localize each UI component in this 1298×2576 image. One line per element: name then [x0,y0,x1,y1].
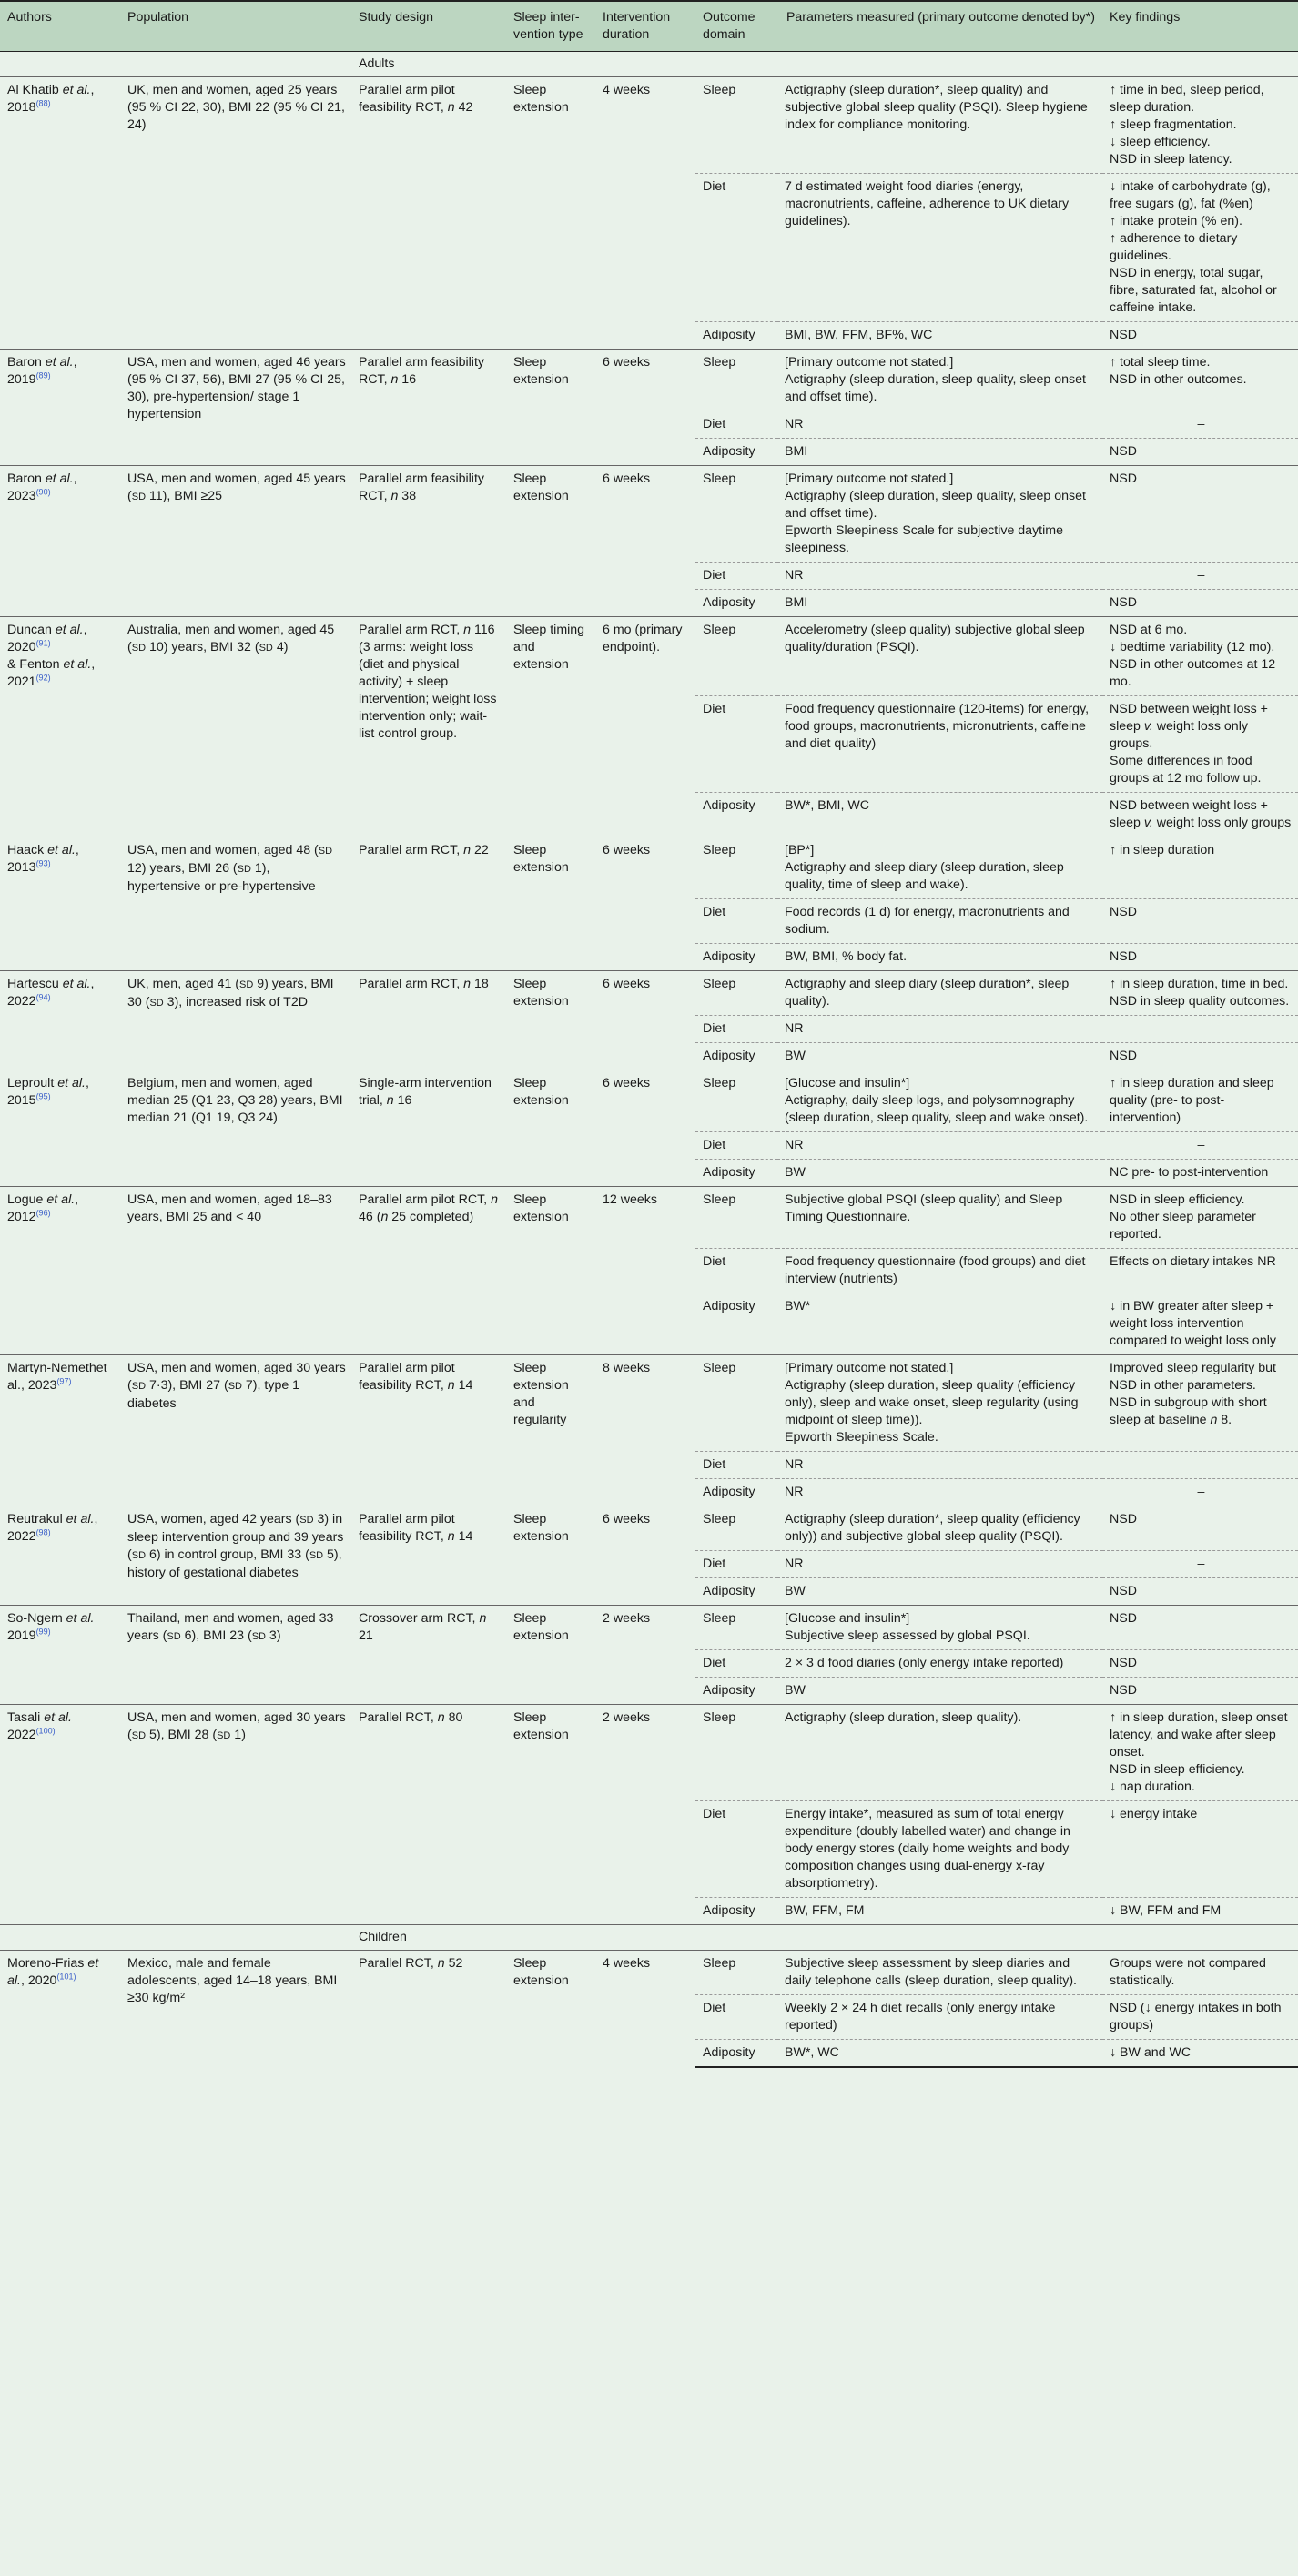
table-row [0,350,1298,411]
key-findings: NSD (↓ energy intakes in both groups) [1102,1995,1298,2040]
intervention-type: Sleep extension [506,971,595,1070]
table-row [0,837,1298,899]
parameters-measured: Actigraphy (sleep duration*, sleep quality (efficiency only)) and subjective global sleep quality (PSQI). [777,1506,1102,1551]
intervention-duration: 6 weeks [595,971,695,1070]
parameters-measured: [Primary outcome not stated.] Actigraphy (sleep duration, sleep quality, sleep onset and offset time). Epworth Sleepiness Scale for subjective daytime sleepiness. [777,466,1102,563]
reference-number: (101) [56,1972,76,1982]
outcome-domain: Adiposity [695,1479,777,1506]
header-outcome-domain: Outcome domain [695,1,777,52]
table-row [0,1070,1298,1132]
intervention-duration: 6 weeks [595,1506,695,1606]
study-authors [0,1070,120,1187]
key-findings: ↑ time in bed, sleep period, sleep duration. ↑ sleep fragmentation. ↓ sleep efficiency. NSD in sleep latency. [1110,83,1264,167]
intervention-duration: 8 weeks [595,1355,695,1506]
outcome-domain: Adiposity [695,1043,777,1070]
key-findings: NSD [1102,322,1298,350]
study-authors [0,617,120,837]
key-findings: NSD [1102,1678,1298,1705]
study-authors [0,1506,120,1606]
parameters-measured: [BP*] Actigraphy and sleep diary (sleep duration, sleep quality, time of sleep and wake). [777,837,1102,899]
study-population: UK, men, aged 41 (SD 9) years, BMI 30 (SD 3), increased risk of T2D [120,971,351,1070]
intervention-type: Sleep timing and extension [506,617,595,837]
reference-number: (88) [35,98,51,108]
parameters-measured: Accelerometry (sleep quality) subjective global sleep quality/duration (PSQI). [777,617,1102,696]
key-findings: – [1102,1551,1298,1578]
study-population: Mexico, male and female adolescents, aged 14–18 years, BMI ≥30 kg/m² [120,1951,351,2068]
parameters-measured: [Primary outcome not stated.] Actigraphy (sleep duration, sleep quality (efficiency only), sleep and wake onset, sleep regularity (using midpoint of sleep time)). Epworth Sleepiness Scale. [777,1355,1102,1452]
table-body [0,52,1298,2068]
authors-text-2: & Fenton et al., 2021 [7,657,96,689]
parameters-measured: Weekly 2 × 24 h diet recalls (only energy intake reported) [777,1995,1102,2040]
key-findings: ↑ total sleep time. NSD in other outcomes. [1102,350,1298,411]
key-findings: ↓ energy intake [1102,1801,1298,1898]
key-findings: Improved sleep regularity but NSD in other parameters. NSD in subgroup with short sleep at baseline n 8. [1102,1355,1298,1452]
authors-text: Martyn-Nemethet al., 2023 [7,1361,107,1393]
parameters-measured: BMI [777,590,1102,617]
outcome-domain: Diet [695,1452,777,1479]
key-findings: NSD between weight loss + sleep v. weight loss only groups. Some differences in food groups at 12 mo follow up. [1102,696,1298,793]
study-population: USA, men and women, aged 48 (SD 12) years, BMI 26 (SD 1), hypertensive or pre-hypertensive [120,837,351,971]
reference-number: (94) [35,992,51,1002]
parameters-measured: NR [777,411,1102,439]
table-header [0,1,1298,52]
outcome-domain: Adiposity [695,1678,777,1705]
table-row [0,1355,1298,1452]
outcome-domain: Sleep [695,1606,777,1650]
study-design: Parallel RCT, n 80 [351,1705,506,1925]
section-spacer [0,52,351,77]
header-key-findings: Key findings [1102,1,1298,52]
authors-text: Reutrakul et al., 2022 [7,1512,98,1544]
parameters-measured: BMI, BW, FFM, BF%, WC [777,322,1102,350]
study-population: USA, men and women, aged 45 years (SD 11), BMI ≥25 [120,466,351,617]
outcome-domain: Adiposity [695,590,777,617]
outcome-domain: Sleep [695,1506,777,1551]
outcome-domain: Sleep [695,1355,777,1452]
parameters-measured: BW [777,1678,1102,1705]
key-findings: Effects on dietary intakes NR [1102,1249,1298,1293]
key-findings: NSD in sleep efficiency. No other sleep parameter reported. [1102,1187,1298,1249]
parameters-measured: NR [777,1479,1102,1506]
outcome-domain: Sleep [695,617,777,696]
outcome-domain: Adiposity [695,793,777,837]
intervention-duration: 6 weeks [595,837,695,971]
study-population: Thailand, men and women, aged 33 years (SD 6), BMI 23 (SD 3) [120,1606,351,1705]
key-findings: NSD [1102,899,1298,944]
parameters-measured: NR [777,1132,1102,1160]
intervention-duration: 6 mo (primary endpoint). [595,617,695,837]
authors-text: Baron et al., 2019 [7,355,77,387]
parameters-measured: NR [777,1452,1102,1479]
parameters-measured: Subjective sleep assessment by sleep diaries and daily telephone calls (sleep duration, sleep quality). [777,1951,1102,1995]
parameters-measured: BW, BMI, % body fat. [777,944,1102,971]
intervention-duration: 4 weeks [595,1951,695,2068]
section-label: Adults [351,52,1298,77]
intervention-type: Sleep extension [506,837,595,971]
section-row [0,52,1298,77]
authors-text: Leproult et al., 2015 [7,1076,89,1108]
outcome-domain: Diet [695,1551,777,1578]
reference-number-2: (92) [35,673,51,683]
key-findings: NSD [1102,1650,1298,1678]
key-findings: NSD [1102,1578,1298,1606]
study-authors [0,837,120,971]
outcome-domain: Diet [695,563,777,590]
outcome-domain: Diet [695,899,777,944]
outcome-domain: Adiposity [695,322,777,350]
intervention-type: Sleep extension [506,1705,595,1925]
outcome-domain: Sleep [695,971,777,1016]
header-parameters-measured: Parameters measured (primary outcome denoted by*) [777,1,1102,52]
outcome-domain: Diet [695,411,777,439]
outcome-domain: Diet [695,1801,777,1898]
study-authors [0,1187,120,1355]
study-population: Australia, men and women, aged 45 (SD 10) years, BMI 32 (SD 4) [120,617,351,837]
header-intervention-duration: Intervention duration [595,1,695,52]
header-authors: Authors [0,1,120,52]
parameters-measured: Actigraphy (sleep duration*, sleep quality) and subjective global sleep quality (PSQI). Sleep hygiene index for compliance monitoring. [785,83,1088,132]
parameters-measured: Energy intake*, measured as sum of total energy expenditure (doubly labelled water) and change in body energy stores (daily home weights and body composition changes using dual-energy x-ray absorptiometry). [777,1801,1102,1898]
table-row [0,77,1298,174]
key-findings: NSD [1102,466,1298,563]
study-authors [0,1705,120,1925]
study-design: Crossover arm RCT, n 21 [351,1606,506,1705]
parameters-measured: 7 d estimated weight food diaries (energy, macronutrients, caffeine, adherence to UK dietary guidelines). [777,174,1102,322]
parameters-measured: BW [777,1578,1102,1606]
study-design: Single-arm intervention trial, n 16 [351,1070,506,1187]
outcome-domain: Adiposity [695,2040,777,2068]
study-population: USA, men and women, aged 30 years (SD 5), BMI 28 (SD 1) [120,1705,351,1925]
study-authors [0,77,120,350]
reference-number: (98) [35,1527,51,1537]
study-authors [0,971,120,1070]
study-population: USA, men and women, aged 30 years (SD 7·3), BMI 27 (SD 7), type 1 diabetes [120,1355,351,1506]
key-findings: – [1102,1452,1298,1479]
reference-number: (95) [35,1091,51,1101]
study-population: USA, women, aged 42 years (SD 3) in sleep intervention group and 39 years (SD 6) in control group, BMI 33 (SD 5), history of gestational diabetes [120,1506,351,1606]
key-findings: NSD [1102,1506,1298,1551]
intervention-duration: 6 weeks [595,350,695,466]
key-findings: NC pre- to post-intervention [1102,1160,1298,1187]
outcome-domain: Sleep [695,350,777,411]
key-findings: ↑ in sleep duration [1102,837,1298,899]
outcome-domain: Diet [695,1249,777,1293]
parameters-measured: Food records (1 d) for energy, macronutrients and sodium. [777,899,1102,944]
key-findings: ↓ BW, FFM and FM [1102,1898,1298,1925]
section-spacer [0,1925,351,1951]
intervention-type: Sleep extension [506,466,595,617]
parameters-measured: BW, FFM, FM [777,1898,1102,1925]
intervention-type: Sleep extension [506,1951,595,2068]
parameters-measured: BW [777,1160,1102,1187]
section-row [0,1925,1298,1951]
key-findings: NSD [1102,1043,1298,1070]
authors-text: Hartescu et al., 2022 [7,977,95,1009]
outcome-domain: Sleep [695,1951,777,1995]
study-design: Parallel arm feasibility RCT, n 16 [351,350,506,466]
parameters-measured: Actigraphy and sleep diary (sleep duration*, sleep quality). [777,971,1102,1016]
outcome-domain: Sleep [695,837,777,899]
intervention-duration: 12 weeks [595,1187,695,1355]
outcome-domain: Adiposity [695,439,777,466]
key-findings: ↓ intake of carbohydrate (g), free sugars (g), fat (%en) ↑ intake protein (% en). ↑ adherence to dietary guidelines. NSD in energy, total sugar, fibre, saturated fat, alcohol or caffeine intake. [1102,174,1298,322]
parameters-measured: NR [777,563,1102,590]
intervention-type: Sleep extension [513,83,569,115]
study-design: Parallel arm RCT, n 22 [351,837,506,971]
outcome-domain: Diet [695,696,777,793]
section-label: Children [351,1925,1298,1951]
parameters-measured: Actigraphy (sleep duration, sleep quality). [777,1705,1102,1801]
authors-text: Moreno-Frias et al., 2020 [7,1956,99,1988]
study-design: Parallel arm pilot feasibility RCT, n 14 [351,1355,506,1506]
parameters-measured: 2 × 3 d food diaries (only energy intake reported) [777,1650,1102,1678]
key-findings: NSD [1102,439,1298,466]
outcome-domain: Adiposity [695,1898,777,1925]
key-findings: NSD [1102,1606,1298,1650]
parameters-measured: NR [777,1551,1102,1578]
key-findings: – [1102,411,1298,439]
reference-number: (91) [35,638,51,648]
key-findings: – [1102,1016,1298,1043]
table-row [0,1606,1298,1650]
intervention-type: Sleep extension [506,1187,595,1355]
parameters-measured: Subjective global PSQI (sleep quality) and Sleep Timing Questionnaire. [777,1187,1102,1249]
key-findings: NSD [1102,944,1298,971]
key-findings: ↑ in sleep duration, time in bed. NSD in sleep quality outcomes. [1102,971,1298,1016]
study-design: Parallel arm pilot RCT, n 46 (n 25 completed) [351,1187,506,1355]
study-authors [0,1355,120,1506]
parameters-measured: BW*, WC [777,2040,1102,2068]
study-design: Parallel arm pilot feasibility RCT, n 42 [359,83,473,115]
header-study-design: Study design [351,1,506,52]
key-findings: ↓ in BW greater after sleep + weight loss intervention compared to weight loss only [1102,1293,1298,1355]
key-findings: – [1102,1132,1298,1160]
outcome-domain: Diet [695,1650,777,1678]
parameters-measured: [Glucose and insulin*] Subjective sleep assessed by global PSQI. [777,1606,1102,1650]
parameters-measured: Food frequency questionnaire (food groups) and diet interview (nutrients) [777,1249,1102,1293]
reference-number: (89) [35,370,51,380]
parameters-measured: BMI [777,439,1102,466]
key-findings: ↓ BW and WC [1102,2040,1298,2068]
parameters-measured: BW*, BMI, WC [777,793,1102,837]
reference-number: (93) [35,858,51,868]
study-design: Parallel arm feasibility RCT, n 38 [351,466,506,617]
key-findings: – [1102,563,1298,590]
reference-number: (99) [35,1627,51,1637]
key-findings: NSD at 6 mo. ↓ bedtime variability (12 mo). NSD in other outcomes at 12 mo. [1102,617,1298,696]
header-sleep-intervention-type: Sleep inter-vention type [506,1,595,52]
outcome-domain: Sleep [695,466,777,563]
study-authors [0,1951,120,2068]
authors-text: Tasali et al. 2022 [7,1710,72,1742]
intervention-duration: 6 weeks [595,1070,695,1187]
authors-text: Al Khatib et al., 2018 [7,83,95,115]
outcome-domain: Sleep [695,1070,777,1132]
authors-text: Haack et al., 2013 [7,843,79,875]
outcome-domain: Sleep [695,1187,777,1249]
table-row [0,466,1298,563]
study-authors [0,350,120,466]
study-population: USA, men and women, aged 18–83 years, BMI 25 and < 40 [120,1187,351,1355]
parameters-measured: [Glucose and insulin*] Actigraphy, daily sleep logs, and polysomnography (sleep duration, sleep quality, sleep and wake onset). [777,1070,1102,1132]
outcome-domain: Sleep [695,1705,777,1801]
study-population: Belgium, men and women, aged median 25 (Q1 23, Q3 28) years, BMI median 21 (Q1 19, Q3 24) [120,1070,351,1187]
parameters-measured: NR [777,1016,1102,1043]
outcome-domain: Adiposity [695,1160,777,1187]
study-authors [0,1606,120,1705]
intervention-type: Sleep extension [506,1070,595,1187]
intervention-duration: 6 weeks [595,466,695,617]
authors-text: So-Ngern et al. 2019 [7,1611,95,1643]
intervention-duration: 4 weeks [603,83,651,97]
study-design: Parallel RCT, n 52 [351,1951,506,2068]
reference-number: (97) [56,1376,72,1386]
reference-number: (90) [35,487,51,497]
outcome-domain: Adiposity [695,944,777,971]
outcome-domain: Diet [695,1995,777,2040]
study-design: Parallel arm pilot feasibility RCT, n 14 [351,1506,506,1606]
study-population: UK, men and women, aged 25 years (95 % CI 22, 30), BMI 22 (95 % CI 21, 24) [127,83,345,132]
parameters-measured: Food frequency questionnaire (120-items) for energy, food groups, macronutrients, micronutrients, caffeine and diet quality) [777,696,1102,793]
parameters-measured: [Primary outcome not stated.] Actigraphy (sleep duration, sleep quality, sleep onset and offset time). [777,350,1102,411]
key-findings: ↑ in sleep duration, sleep onset latency, and wake after sleep onset. NSD in sleep efficiency. ↓ nap duration. [1102,1705,1298,1801]
table-row [0,1951,1298,1995]
table-row [0,1506,1298,1551]
key-findings: NSD between weight loss + sleep v. weight loss only groups [1102,793,1298,837]
study-design: Parallel arm RCT, n 18 [351,971,506,1070]
authors-text: Logue et al., 2012 [7,1192,79,1224]
outcome-domain: Diet [695,1132,777,1160]
authors-text: Duncan et al., 2020 [7,623,87,654]
reference-number: (96) [35,1208,51,1218]
intervention-duration: 2 weeks [595,1705,695,1925]
outcome-domain: Adiposity [695,1578,777,1606]
outcome-domain: Adiposity [695,1293,777,1355]
key-findings: NSD [1102,590,1298,617]
key-findings: – [1102,1479,1298,1506]
parameters-measured: BW* [777,1293,1102,1355]
intervention-duration: 2 weeks [595,1606,695,1705]
intervention-type: Sleep extension and regularity [506,1355,595,1506]
reference-number: (100) [35,1726,56,1736]
parameters-measured: BW [777,1043,1102,1070]
study-design: Parallel arm RCT, n 116 (3 arms: weight loss (diet and physical activity) + sleep intervention; weight loss intervention only; wait-list control group. [351,617,506,837]
outcome-domain: Diet [695,174,777,322]
outcome-domain: Diet [695,1016,777,1043]
intervention-type: Sleep extension [506,1506,595,1606]
intervention-type: Sleep extension [506,1606,595,1705]
study-population: USA, men and women, aged 46 years (95 % CI 37, 56), BMI 27 (95 % CI 25, 30), pre-hypertension/ stage 1 hypertension [120,350,351,466]
header-population: Population [120,1,351,52]
outcome-domain: Sleep [703,83,736,97]
authors-text: Baron et al., 2023 [7,472,77,503]
table-row [0,1705,1298,1801]
table-row [0,1187,1298,1249]
key-findings: Groups were not compared statistically. [1102,1951,1298,1995]
study-authors [0,466,120,617]
table-row [0,617,1298,696]
key-findings: ↑ in sleep duration and sleep quality (pre- to post-intervention) [1102,1070,1298,1132]
intervention-type: Sleep extension [506,350,595,466]
table-row [0,971,1298,1016]
